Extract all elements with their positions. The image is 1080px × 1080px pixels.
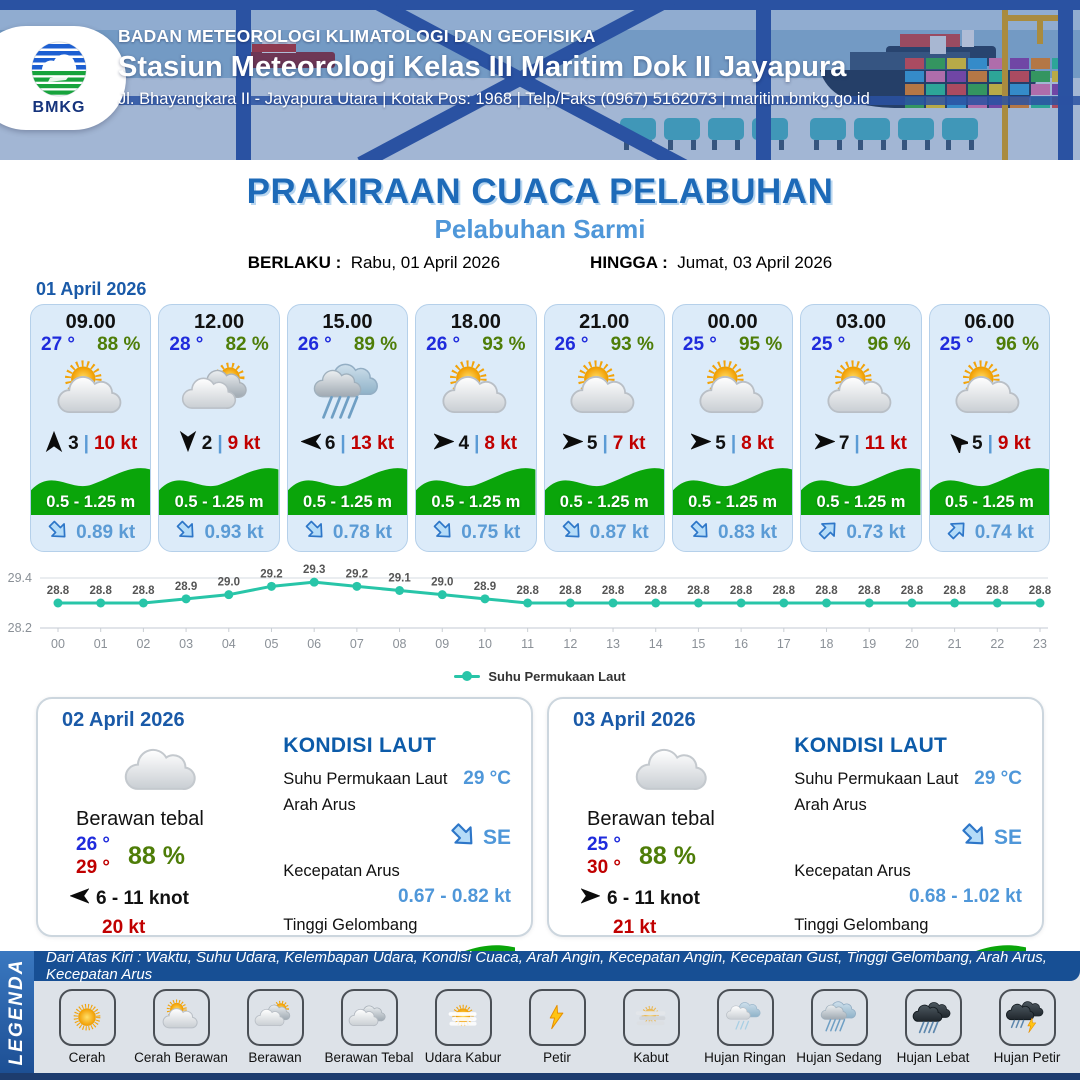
berawan-icon [177,354,261,432]
svg-text:28.8: 28.8 [815,585,838,597]
wind-speed: 7 [838,432,850,454]
wind-direction-icon [70,885,89,913]
current-row [31,515,150,551]
temperature-max: 29 ° [76,857,111,878]
valid-to-label: HINGGA : [590,253,668,272]
svg-text:28.8: 28.8 [900,585,924,597]
wind-direction-icon [581,885,600,913]
svg-text:13: 13 [606,637,620,651]
cerah-berawan-icon [562,354,646,432]
current-direction-value: SE [993,826,1022,849]
wave-height-label: Tinggi Gelombang [283,915,418,934]
bmkg-logo [0,26,126,130]
gust-speed: 20 kt [102,916,146,938]
air-temperature: 26 ° [297,334,332,355]
humidity: 82 % [225,334,269,355]
current-speed: 0.73 kt [846,521,906,543]
air-temperature: 25 ° [682,334,717,355]
cerah-berawan-icon [947,354,1031,432]
sst-value: 29 °C [463,768,511,789]
svg-text:29.1: 29.1 [388,572,411,585]
valid-from-label: BERLAKU : [247,253,342,272]
svg-text:05: 05 [264,637,279,651]
forecast-time: 00.00 [707,311,758,333]
gust-speed: 9 kt [227,432,261,454]
svg-text:28.9: 28.9 [473,580,497,593]
wind-speed: 5 [715,432,726,454]
wind-speed: 5 [971,432,983,454]
gust-speed: 8 kt [741,432,774,454]
berawan-tebal-icon [341,989,398,1046]
svg-text:19: 19 [862,637,877,651]
wave-height-band [930,460,1049,515]
current-speed: 0.78 kt [332,521,393,543]
legend-item-label: Hujan Petir [993,1050,1061,1065]
cerah-berawan-icon [49,354,133,432]
hujan-petir-icon [999,989,1056,1046]
svg-text:02: 02 [136,637,151,651]
svg-text:28.8: 28.8 [772,585,796,597]
hujan-ringan-icon [717,989,774,1046]
svg-text:28.8: 28.8 [729,585,753,597]
current-row [288,515,407,551]
forecast-time: 09.00 [65,311,116,333]
berawan-putih-icon [62,732,261,806]
separator: | [987,432,993,454]
svg-text:28.8: 28.8 [943,585,966,597]
svg-text:11: 11 [521,637,535,651]
air-temperature: 26 ° [554,334,589,355]
svg-text:06: 06 [307,637,322,651]
wind-speed: 6 [324,432,336,454]
legend-item-cerah-berawan [135,989,227,1065]
current-speed: 0.75 kt [461,521,521,543]
wave-height: 0.5 - 1.25 m [688,493,778,511]
legend-item-udara-kabur [417,989,509,1065]
svg-text:08: 08 [392,637,407,651]
svg-text:00: 00 [51,637,65,651]
cerah-berawan-icon [819,354,903,432]
air-temperature: 25 ° [939,334,974,355]
svg-text:28.8: 28.8 [687,585,710,597]
svg-text:28.8: 28.8 [986,585,1009,597]
forecast-time: 15.00 [322,311,373,333]
legend-item-hujan-lebat [887,989,979,1065]
wind-direction-icon [178,430,198,458]
gust-speed: 13 kt [350,432,395,454]
port-name: Pelabuhan Sarmi [434,214,646,244]
temperature-min: 25 ° [587,834,622,855]
gust-speed: 8 kt [484,432,518,454]
legend-item-cerah [41,989,133,1065]
current-row [416,515,535,551]
svg-text:28.8: 28.8 [132,585,155,597]
separator: | [730,432,737,454]
wind-speed: 5 [586,432,598,454]
current-direction-icon [431,518,455,547]
air-temperature: 28 ° [169,334,204,355]
legend-item-kabut [605,989,697,1065]
wave-height: 0.5 - 1.25 m [174,493,264,511]
legend-item-label: Berawan [248,1050,302,1065]
daily-card-03 [547,697,1044,937]
sea-conditions-title: KONDISI LAUT [794,734,948,757]
current-direction-icon [46,518,70,547]
humidity: 88 % [97,334,141,355]
footer-strip [0,1073,1080,1080]
svg-text:29.0: 29.0 [217,576,240,589]
humidity: 96 % [995,334,1039,355]
forecast-card-0300 [800,304,921,552]
kabut-icon [623,989,680,1046]
wind-direction-icon [434,430,454,458]
wave-height: 0.5 - 1.25 m [431,493,521,511]
temperature-max: 30 ° [587,857,622,878]
gust-speed: 9 kt [997,432,1031,454]
air-temperature: 25 ° [811,334,846,355]
gust-speed: 7 kt [612,432,646,454]
wind-row [948,430,1031,458]
svg-text:28.8: 28.8 [644,585,667,597]
weather-description: Berawan tebal [76,808,204,830]
forecast-card-2100 [544,304,665,552]
wave-height-band [159,460,278,515]
cerah-berawan-icon [153,989,210,1046]
svg-text:28.9: 28.9 [174,580,198,593]
legend-item-hujan-sedang [793,989,885,1065]
wind-speed: 3 [68,432,79,454]
legend-item-berawan-tebal [323,989,415,1065]
forecast-time: 06.00 [964,311,1015,333]
svg-text:18: 18 [819,637,834,651]
legend-item-label: Kabut [633,1050,669,1065]
current-row [801,515,920,551]
current-row [673,515,792,551]
svg-text:03: 03 [179,637,194,651]
wave-height: 0.5 - 1.25 m [944,493,1034,511]
legend-note: Dari Atas Kiri : Waktu, Suhu Udara, Kelembapan Udara, Kondisi Cuaca, Arah Angin, Kecepatan Angin, Kecepatan Gust, Tinggi Gelombang, Arah Arus, Kecepatan Arus [34,951,1080,981]
daily-date: 03 April 2026 [573,709,696,731]
bmkg-logo-icon [30,40,88,98]
air-temperature: 26 ° [426,334,461,355]
current-direction-label: Arah Arus [794,795,867,814]
temp-humidity-row [159,334,278,356]
temp-humidity-row [673,334,792,356]
current-speed: 0.74 kt [974,521,1034,543]
temp-humidity-row [31,334,150,356]
svg-text:14: 14 [648,637,663,651]
legend-item-label: Udara Kabur [424,1050,502,1065]
legend-item-label: Cerah [68,1050,106,1065]
svg-text:04: 04 [221,637,236,651]
wave-height-band [673,460,792,515]
forecast-time: 12.00 [194,311,245,333]
current-direction-icon [688,518,712,547]
station-address: Jl. Bhayangkara II - Jayapura Utara | Kotak Pos: 1968 | Telp/Faks (0967) 5162073 | maritim.bmkg.go.id [118,90,870,108]
current-direction-icon [945,518,969,547]
humidity: 93 % [610,334,654,355]
current-direction-icon [560,518,584,547]
sst-value: 29 °C [974,768,1022,789]
current-direction-value: SE [482,826,511,849]
sst-label: Suhu Permukaan Laut [794,769,959,788]
humidity: 93 % [482,334,526,355]
humidity: 88 % [639,841,696,870]
chart-legend-label: Suhu Permukaan Laut [488,668,626,684]
current-direction-icon [448,820,478,856]
svg-text:28.2: 28.2 [7,621,32,635]
wind-row [44,430,137,458]
svg-text:22: 22 [990,637,1005,651]
daily-forecast-row [36,697,1044,937]
valid-from [248,253,500,273]
cerah-icon [59,989,116,1046]
sea-conditions-title: KONDISI LAUT [283,734,437,757]
svg-text:29.4: 29.4 [7,571,32,585]
cerah-berawan-icon [691,354,775,432]
forecast-card-1800 [415,304,536,552]
wind-row [815,430,907,458]
current-direction-icon [816,518,840,547]
wave-height: 0.5 - 1.25 m [559,493,649,511]
svg-text:29.2: 29.2 [260,568,283,581]
station-name: Stasiun Meteorologi Kelas III Maritim Dok II Jayapura [118,51,847,83]
legend-section [0,951,1080,1073]
legend-item-label: Hujan Sedang [796,1050,882,1065]
wind-direction-icon [691,430,711,458]
sst-line-chart [0,562,1080,662]
separator: | [217,432,223,454]
gust-speed: 10 kt [93,432,138,454]
valid-to-value: Jumat, 03 April 2026 [677,253,833,272]
forecast-time: 03.00 [835,311,886,333]
udara-kabur-icon [435,989,492,1046]
current-row [159,515,278,551]
wind-range: 6 - 11 knot [96,887,189,909]
temp-humidity-row [801,334,920,356]
wind-row [434,430,517,458]
svg-text:09: 09 [435,637,450,651]
wind-direction-icon [301,430,321,458]
wind-row [563,430,646,458]
humidity: 95 % [738,334,783,355]
current-speed-label: Kecepatan Arus [794,861,911,880]
legend-items [34,981,1080,1073]
wind-row [691,430,774,458]
legend-item-hujan-petir [981,989,1073,1065]
legend-item-label: Petir [543,1050,571,1065]
svg-text:23: 23 [1033,637,1047,651]
legend-item-label: Hujan Lebat [896,1050,970,1065]
wave-height-band [31,460,150,515]
page-title: PRAKIRAAN CUACA PELABUHAN [246,172,834,211]
svg-text:15: 15 [691,637,706,651]
legend-item-label: Berawan Tebal [324,1050,414,1065]
wind-direction-icon [44,430,64,458]
chart-legend [0,667,1080,685]
svg-text:28.8: 28.8 [516,585,539,597]
current-direction-icon [303,518,327,547]
current-speed-value: 0.68 - 1.02 kt [908,886,1022,907]
legend-item-label: Hujan Ringan [704,1050,786,1065]
hujan-lebat-icon [905,989,962,1046]
svg-text:21: 21 [947,637,962,651]
wind-speed: 2 [201,432,213,454]
hujan-sedang-icon [305,354,389,432]
wave-height-band [288,460,407,515]
berawan-icon [247,989,304,1046]
header [0,0,1080,160]
wave-height-band [416,460,535,515]
wind-speed: 4 [458,432,470,454]
forecast-time: 18.00 [450,311,501,333]
separator: | [83,432,89,454]
current-speed: 0.89 kt [76,521,136,543]
svg-text:20: 20 [904,637,919,651]
svg-text:10: 10 [478,637,492,651]
current-speed-value: 0.67 - 0.82 kt [397,886,511,907]
legend-item-petir [511,989,603,1065]
legend-item-berawan [229,989,321,1065]
temp-humidity-row [930,334,1049,356]
humidity: 89 % [353,334,398,355]
sst-label: Suhu Permukaan Laut [283,769,448,788]
wind-row [301,430,394,458]
current-speed: 0.93 kt [204,521,264,543]
current-speed-label: Kecepatan Arus [283,861,400,880]
legend-item-hujan-ringan [699,989,791,1065]
temp-humidity-row [545,334,664,356]
svg-text:28.8: 28.8 [46,585,70,597]
legend-item-label: Cerah Berawan [134,1050,228,1065]
berawan-putih-icon [573,732,772,806]
forecast-card-0000 [672,304,793,552]
separator: | [474,432,480,454]
current-row [545,515,664,551]
wave-height-band [545,460,664,515]
legend-vertical-label: LEGENDA [6,958,27,1066]
humidity: 88 % [128,841,185,870]
temp-humidity-row [416,334,535,356]
svg-text:28.8: 28.8 [858,585,881,597]
hourly-forecast-row [30,304,1050,552]
wind-direction-icon [563,430,583,458]
valid-from-value: Rabu, 01 April 2026 [350,253,501,272]
current-row [930,515,1049,551]
bmkg-logo-text: BMKG [32,98,86,116]
forecast-card-1200 [158,304,279,552]
cerah-berawan-icon [434,354,518,432]
svg-text:29.0: 29.0 [431,576,454,589]
valid-to [590,253,832,273]
svg-text:28.8: 28.8 [1028,585,1052,597]
weather-description: Berawan tebal [587,808,715,830]
air-temperature: 27 ° [41,334,76,355]
legend-vertical-bar [0,951,34,1073]
svg-text:16: 16 [734,637,749,651]
svg-text:28.8: 28.8 [601,585,625,597]
wave-height: 0.5 - 1.25 m [46,493,136,511]
forecast-card-1500 [287,304,408,552]
current-speed: 0.83 kt [717,521,778,543]
svg-text:01: 01 [93,637,108,651]
svg-text:28.8: 28.8 [559,585,582,597]
wave-height: 0.5 - 1.25 m [302,493,392,511]
daily-date: 02 April 2026 [62,709,185,731]
sst-chart-section [0,562,1080,685]
humidity: 96 % [867,334,911,355]
chart-legend-marker-icon [454,675,480,678]
svg-text:12: 12 [563,637,578,651]
daily-card-02 [36,697,533,937]
wave-height-label: Tinggi Gelombang [794,915,929,934]
svg-text:29.3: 29.3 [302,564,326,577]
wind-direction-icon [815,430,835,458]
current-direction-label: Arah Arus [283,795,356,814]
wind-direction-icon [948,430,968,458]
hujan-sedang-icon [811,989,868,1046]
separator: | [854,432,860,454]
wave-height: 0.5 - 1.25 m [816,493,906,511]
svg-text:28.8: 28.8 [89,585,112,597]
svg-text:29.2: 29.2 [345,568,369,581]
forecast-time: 21.00 [579,311,630,333]
temp-humidity-row [288,334,407,356]
current-speed: 0.87 kt [589,521,649,543]
org-name: BADAN METEOROLOGI KLIMATOLOGI DAN GEOFISIKA [118,26,596,46]
gust-speed: 11 kt [864,432,908,454]
current-direction-icon [959,820,989,856]
wave-height-band [801,460,920,515]
separator: | [340,432,346,454]
day1-date: 01 April 2026 [36,279,147,299]
title-section [0,160,1080,273]
gust-speed: 21 kt [613,916,657,938]
wind-row [178,430,261,458]
svg-text:07: 07 [349,637,364,651]
wind-range: 6 - 11 knot [607,887,700,909]
current-direction-icon [174,518,198,547]
forecast-card-0900 [30,304,151,552]
svg-text:17: 17 [776,637,791,651]
temperature-min: 26 ° [76,834,111,855]
separator: | [602,432,608,454]
petir-icon [529,989,586,1046]
forecast-card-0600 [929,304,1050,552]
